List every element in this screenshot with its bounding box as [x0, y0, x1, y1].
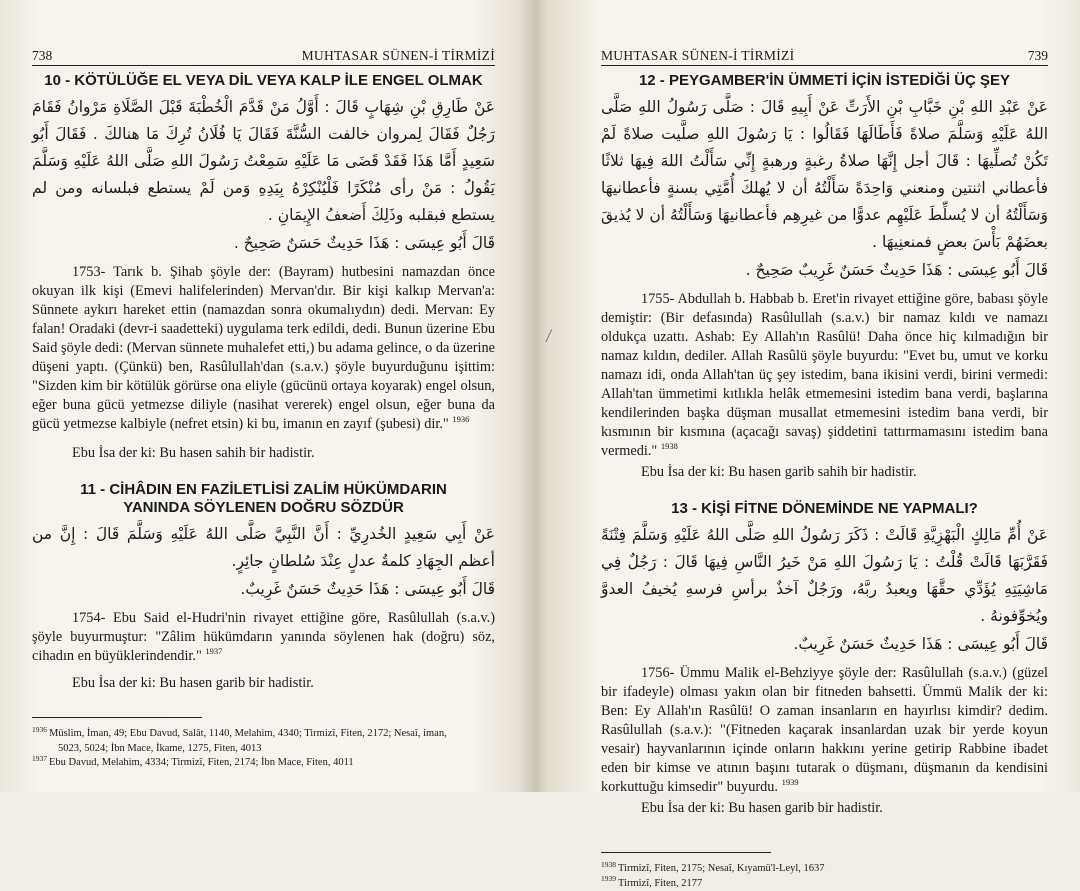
hadith-translation	[601, 664, 1048, 797]
footnote	[32, 756, 495, 771]
arabic-hadith-text: عَنْ عَبْدِ اللهِ بْنِ خَبَّابِ بْنِ الأَرَتِّ عَنْ أَبِيهِ قَالَ : صَلَّى رَسُولُ اللهِ صَلَّى اللهُ عَلَيْهِ وَسَلَّمَ صلاةً فَأَطَالَهَا فَقَالُوا : يَا رَسُولَ اللهِ صلَّيت صلاةً لَمْ تَكُنْ تُصلِّيهَا : قَالَ أجل إِنَّهَا صلاةُ رغبةٍ ورهبةٍ إِنِّي سَأَلْتُ اللهَ فِيهَا ثلاثًا فأعطاني اثنتين ومنعني وَاحِدَةً سَأَلْتُهُ أن لا يُهلكَ أُمَّتِي بسنةٍ فأعطانيهَا وَسَأَلْتُهُ أن لا يُسلِّطَ عَلَيْهِم عدوًّا من غيرِهِم فأعطانيهَا وَسَأَلْتُهُ أن لا يُذيقَ بعضَهُمْ بَأْسَ بعضٍ فمنعنِيهَا .	[601, 94, 1048, 256]
footnote-number: 1936	[32, 725, 47, 734]
running-title: MUHTASAR SÜNEN-İ TİRMİZİ	[601, 48, 794, 64]
footnote-divider	[601, 852, 771, 853]
hadith-grade-note: Ebu İsa der ki: Bu hasen garib bir hadistir.	[32, 674, 495, 693]
footnote-number: 1937	[32, 754, 47, 763]
footnote-number: 1939	[601, 874, 616, 883]
footnote-text: Tirmizî, Fiten, 2177	[618, 878, 702, 889]
running-header	[601, 46, 1048, 66]
translation-text: 1756- Ümmu Malik el-Behziyye şöyle der: Rasûlullah (s.a.v.) (güzel bir ifadeyle) olması yakın olan bir fitneden bahsetti. Ümmü Malik der ki: Ben: Ey Allah'ın Rasûlü! O zaman insanların en hayırlısı kimdir? dedim. Rasûlullah (s.a.v.): "(Fitneden kaçarak insanlardan uzak bir yerde koyun vesair) hayvanlarının içinde onların hakkını yerine getirip Rabbine ibadet eden bir kimse ve atının başını tutarak o düşmanı, düşmanın da kendisini korkuttuğu kimsedir" buyurdu.	[601, 665, 1048, 795]
translation-text: 1753- Tarık b. Şihab şöyle der: (Bayram) hutbesini namazdan önce okuyan ilk kişi (Emevi halifelerinden) Mervan'dır. Bir kişi kalkıp Mervan'a: Sünnete aykırı hareket ettin (namazdan sonra okumalıydın) dedi. Mervan: Ey falan! Oradaki (devr-i saadetteki) uygulama terk edildi, dedi. Bunun üzerine Ebu Said şöyle dedi: (Mervan sünnete muhalefet etti,) bu adama gelince, o da üzerine düşeni yaptı. (Çünkü) ben, Rasûlullah'dan (s.a.v.) şöyle buyurduğunu işittim: "Sizden kim bir kötülük görürse ona eliyle (gücünü ortaya koyarak) engel olsun, eğer buna gücü yetmezse diliyle (nasihat vererek) engel olsun, eğer buna da gücü yetmezse kalbiyle (nefret etsin) ki bu, imanın en zayıf (şubesi) dir."	[32, 264, 495, 432]
page-number: 738	[32, 48, 52, 64]
hadith-grade-note: Ebu İsa der ki: Bu hasen sahih bir hadistir.	[32, 444, 495, 463]
translation-text: 1754- Ebu Said el-Hudri'nin rivayet ettiğine göre, Rasûlullah (s.a.v.) şöyle buyurmuştur: "Zâlim hükümdarın yanında söylenen hak (doğru) söz, cihadın en büyüklerindendir."	[32, 610, 495, 664]
arabic-hadith-text: عَنْ طَارِقِ بْنِ شِهَابٍ قَالَ : أَوَّلُ مَنْ قَدَّمَ الْخُطْبَةَ قَبْلَ الصَّلَاةِ مَرْوانُ فَقَامَ رَجُلٌ فَقَالَ لِمروان خالفت السُّنَّةَ فَقَالَ يَا فُلَانُ تُرِكَ مَا هنالكَ . فَقَالَ أَبُو سَعِيدٍ أَمَّا هَذَا فَقَدْ قَضَى مَا عَلَيْهِ سَمِعْتُ رَسُولَ اللهِ صَلَّى اللهُ عَلَيْهِ وَسَلَّمَ يَقُولُ : مَنْ رأى مُنْكَرًا فَلْيُنْكِرْهُ بِيَدِهِ وَمن لَمْ يستطع فبلسانه ومن لم يستطع فبقلبه وذَلِكَ أَضعفُ الإِيمَانِ .	[32, 94, 495, 229]
arabic-grade-line: قَالَ أَبُو عِيسَى : هَذَا حَدِيثٌ حَسَنٌ غَرِيبٌ.	[601, 630, 1048, 658]
footnote-ref: 1938	[661, 441, 678, 451]
footnote-text: Tirmizî, Fiten, 2175; Nesaî, Kıyamü'l-Leyl, 1637	[618, 863, 825, 874]
footnotes	[601, 862, 1048, 891]
page-number: 739	[1028, 48, 1048, 64]
footnote	[601, 862, 1048, 877]
section-title: 10 - KÖTÜLÜĞE EL VEYA DİL VEYA KALP İLE ENGEL OLMAK	[32, 72, 495, 90]
hadith-translation	[32, 609, 495, 666]
translation-text: 1755- Abdullah b. Habbab b. Eret'in rivayet ettiğine göre, babası şöyle demiştir: (Bir defasında) Rasûlullah (s.a.v.) bir namaz kıldı ve namazı oldukça uzattı. Ashab: Ey Allah'ın Rasûlü! Daha önce hiç kılmadığın bir namaz kıldın, dediler. Allah Rasûlü şöyle buyurdu: "Evet bu, umut ve korku namazı idi, onda Allah'tan üç şey istedim, bana ikisini verdi, birini vermedi: Allah'tan ümmetimi kıtlıkla helâk etmemesini istedim bana verdi, başlarına kendilerinden başka düşman musallat etmemesini istedim bana verdi, bir kısmının bir kısmına (açacağı savaş) şiddetini tattırmamasını istedim bana vermedi."	[601, 291, 1048, 459]
section-title-line1: 11 - CİHÂDIN EN FAZİLETLİSİ ZALİM HÜKÜMDARIN	[32, 481, 495, 499]
footnote-text: Müslim, İman, 49; Ebu Davud, Salât, 1140, Melahim, 4340; Tirmizî, Fiten, 2172; Nesaî, iman,	[49, 728, 447, 739]
footnote	[32, 727, 495, 742]
running-header	[32, 46, 495, 66]
hadith-grade-note: Ebu İsa der ki: Bu hasen garib sahih bir hadistir.	[601, 463, 1048, 482]
footnote-ref: 1936	[452, 414, 469, 424]
footnote	[601, 877, 1048, 891]
hadith-translation	[601, 290, 1048, 461]
arabic-hadith-text: عَنْ أُمِّ مَالِكٍ الْبَهْزِيَّةِ قَالَتْ : ذَكَرَ رَسُولُ اللهِ صَلَّى اللهُ عَلَيْهِ وَسَلَّمَ فِتْنَةً فَقَرَّبَهَا قَالَتْ قُلْتُ : يَا رَسُولَ اللهِ مَنْ خَيرُ النَّاسِ فِيهَا قَالَ : رَجُلٌ فِي مَاشِيَتِهِ يُؤَدِّي حقَّهَا ويعبدُ ربَّهُ، ورَجُلٌ آخذٌ برأسِ فرسهِ يُخيفُ العدوَّ ويُخوِّفونهُ .	[601, 522, 1048, 630]
hadith-translation	[32, 263, 495, 434]
footnote-continuation: 5023, 5024; İbn Mace, İkame, 1275, Fiten, 4013	[32, 742, 495, 757]
section-title-line2: YANINDA SÖYLENEN DOĞRU SÖZDÜR	[32, 499, 495, 517]
arabic-grade-line: قَالَ أَبُو عِيسَى : هَذَا حَدِيثٌ حَسَنٌ صَحِيحٌ .	[32, 229, 495, 257]
arabic-hadith-text: عَنْ أَبِي سَعِيدٍ الخُدرِيِّ : أَنَّ النَّبِيَّ صَلَّى اللهُ عَلَيْهِ وَسَلَّمَ قَالَ : إِنَّ من أعظم الجِهَادِ كلمةُ عدلٍ عِنْدَ سُلطانٍ جائِرٍ.	[32, 521, 495, 575]
footnotes	[32, 727, 495, 771]
arabic-grade-line: قَالَ أَبُو عِيسَى : هَذَا حَدِيثٌ حَسَنٌ غَرِيبٌ صَحِيحٌ .	[601, 256, 1048, 284]
arabic-grade-line: قَالَ أَبُو عِيسَى : هَذَا حَدِيثٌ حَسَنٌ غَرِيبٌ.	[32, 575, 495, 603]
right-page	[545, 0, 1080, 792]
footnote-text: Ebu Davud, Melahim, 4334; Tirmizî, Fiten, 2174; İbn Mace, Fiten, 4011	[49, 757, 354, 768]
footnote-divider	[32, 717, 202, 718]
footnote-number: 1938	[601, 860, 616, 869]
section-title: 13 - KİŞİ FİTNE DÖNEMİNDE NE YAPMALI?	[601, 500, 1048, 518]
footnote-ref: 1937	[205, 646, 222, 656]
left-page	[0, 0, 535, 792]
section-title: 12 - PEYGAMBER'İN ÜMMETİ İÇİN İSTEDİĞİ ÜÇ ŞEY	[601, 72, 1048, 90]
running-title: MUHTASAR SÜNEN-İ TİRMİZİ	[302, 48, 495, 64]
footnote-ref: 1939	[782, 777, 799, 787]
hadith-grade-note: Ebu İsa der ki: Bu hasen garib bir hadistir.	[601, 799, 1048, 818]
